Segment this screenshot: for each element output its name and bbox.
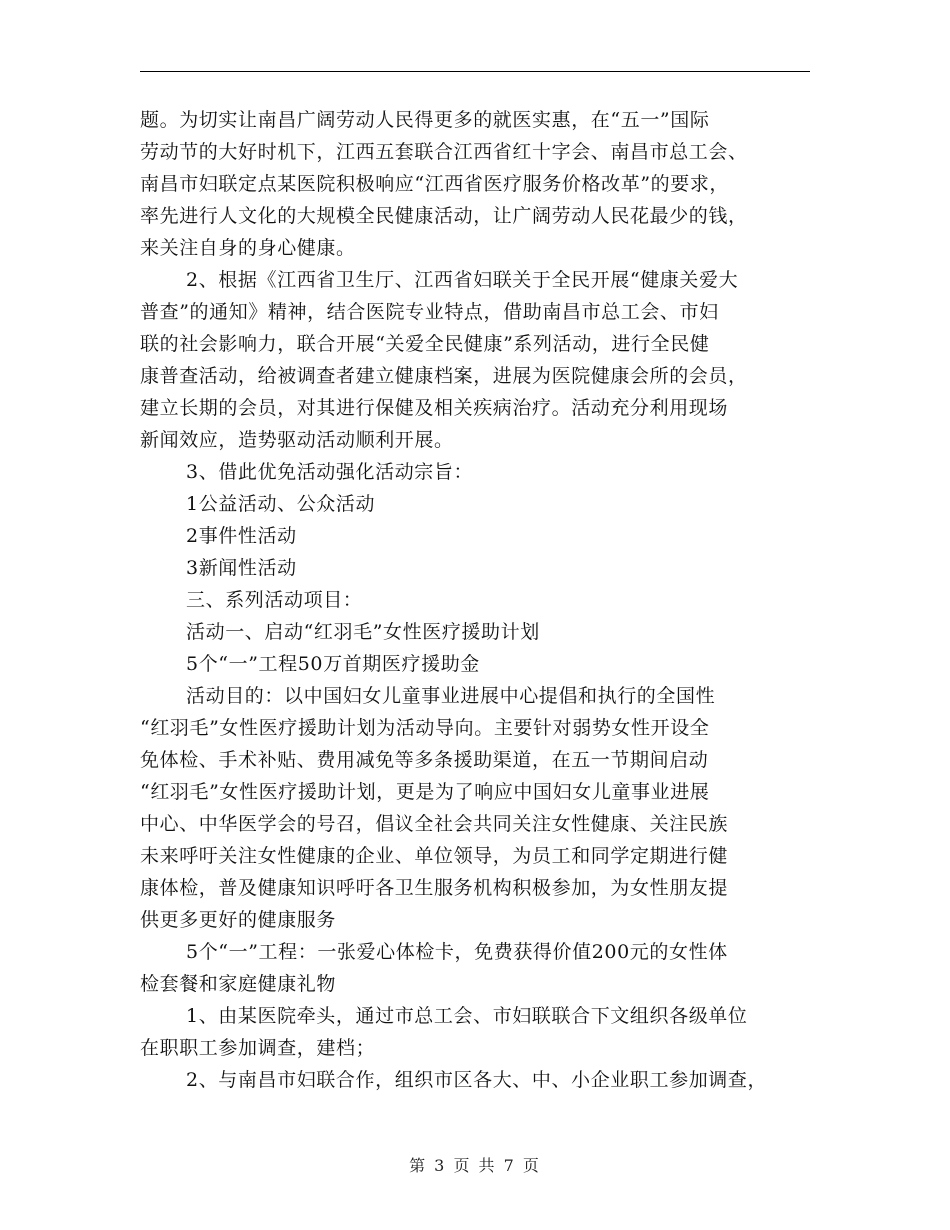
text-line: 活动一、启动“红羽毛”女性医疗援助计划 [186, 621, 540, 643]
text-line: 康普查活动，给被调查者建立健康档案，进展为医院健康会所的会员， [140, 365, 748, 387]
text-line: 三、系列活动项目： [186, 589, 363, 611]
text-line: 3、借此优免活动强化活动宗旨： [186, 461, 474, 483]
text-line: 未来呼吁关注女性健康的企业、单位领导，为员工和同学定期进行健 [140, 845, 729, 867]
text-line: 5个“一”工程50万首期医疗援助金 [186, 653, 480, 675]
text-line: 5个“一”工程：一张爱心体检卡，免费获得价值200元的女性体 [186, 941, 728, 963]
text-line: 2事件性活动 [186, 525, 297, 547]
page-number: 第 3 页 共 7 页 [409, 1156, 541, 1175]
text-line: 新闻效应，造势驱动活动顺利开展。 [140, 429, 454, 451]
text-line: 免体检、手术补贴、费用减免等多条援助渠道，在五一节期间启动 [140, 749, 709, 771]
text-line: 建立长期的会员，对其进行保健及相关疾病治疗。活动充分利用现场 [140, 397, 729, 419]
text-line: “红羽毛”女性医疗援助计划为活动导向。主要针对弱势女性开设全 [140, 717, 710, 739]
text-line: 题。为切实让南昌广阔劳动人民得更多的就医实惠，在“五一”国际 [140, 109, 710, 131]
text-line: 普查”的通知》精神，结合医院专业特点，借助南昌市总工会、市妇 [140, 301, 719, 323]
text-line: 南昌市妇联定点某医院积极响应“江西省医疗服务价格改革”的要求， [140, 173, 730, 195]
text-line: 联的社会影响力，联合开展“关爱全民健康”系列活动，进行全民健 [140, 333, 710, 355]
text-line: 供更多更好的健康服务 [140, 909, 337, 931]
text-line: 劳动节的大好时机下，江西五套联合江西省红十字会、南昌市总工会、 [140, 141, 748, 163]
text-line: 3新闻性活动 [186, 557, 297, 579]
text-line: 2、与南昌市妇联合作，组织市区各大、中、小企业职工参加调查， [186, 1069, 768, 1091]
text-line: 检套餐和家庭健康礼物 [140, 973, 337, 995]
text-line: 康体检，普及健康知识呼吁各卫生服务机构积极参加，为女性朋友提 [140, 877, 729, 899]
header-rule [140, 71, 810, 72]
text-line: “红羽毛”女性医疗援助计划，更是为了响应中国妇女儿童事业进展 [140, 781, 710, 803]
text-line: 在职职工参加调查，建档； [140, 1037, 376, 1059]
text-line: 1公益活动、公众活动 [186, 493, 376, 515]
text-line: 中心、中华医学会的号召，倡议全社会共同关注女性健康、关注民族 [140, 813, 729, 835]
document-body [140, 104, 820, 1096]
text-line: 2、根据《江西省卫生厅、江西省妇联关于全民开展“健康关爱大 [186, 269, 739, 291]
text-line: 1、由某医院牵头，通过市总工会、市妇联联合下文组织各级单位 [186, 1005, 748, 1027]
text-line: 活动目的：以中国妇女儿童事业进展中心提倡和执行的全国性 [186, 685, 716, 707]
text-line: 率先进行人文化的大规模全民健康活动，让广阔劳动人民花最少的钱， [140, 205, 748, 227]
text-line: 来关注自身的身心健康。 [140, 237, 356, 259]
